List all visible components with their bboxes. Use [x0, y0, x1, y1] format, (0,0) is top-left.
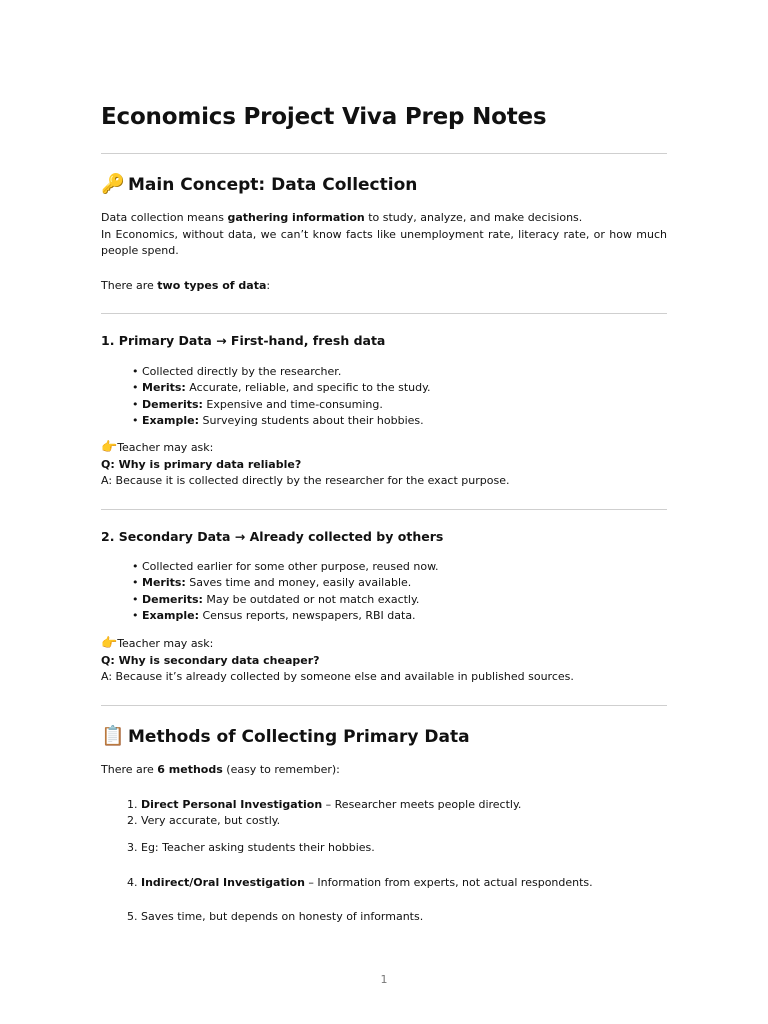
list-item-label: Demerits: [142, 397, 203, 411]
list-item [132, 592, 439, 608]
secondary-data-list [132, 559, 439, 624]
divider [101, 509, 667, 510]
question-text: Q: Why is secondary data cheaper? [101, 653, 320, 667]
list-item [132, 559, 439, 575]
list-item-label: Merits: [142, 381, 186, 395]
teacher-ask-label: Teacher may ask: [117, 637, 214, 650]
list-item-text: May be outdated or not match exactly. [202, 592, 420, 606]
primary-data-heading: 1. Primary Data → First-hand, fresh data [101, 333, 386, 348]
types-intro-bold: two types of data [157, 279, 267, 292]
types-intro-text: : [266, 279, 271, 292]
item-text: – Information from experts, not actual respondents. [304, 876, 593, 889]
methods-intro-text: (easy to remember): [222, 763, 340, 776]
teacher-ask-label: Teacher may ask: [117, 441, 214, 454]
divider [101, 705, 667, 706]
list-item [132, 364, 431, 380]
list-item [132, 380, 431, 396]
key-icon: 🔑 [101, 173, 125, 195]
divider [101, 153, 667, 154]
list-item [132, 413, 431, 429]
concept-text: Data collection means [101, 211, 228, 224]
list-item-text: Collected directly by the researcher. [142, 365, 342, 378]
pointing-hand-icon: 👉 [101, 440, 118, 455]
method-item-5: 5. Saves time, but depends on honesty of informants. [127, 910, 424, 923]
list-item-label: Example: [142, 608, 199, 622]
list-item-text: Saves time and money, easily available. [185, 576, 412, 590]
concept-bold-text: gathering information [227, 211, 365, 224]
list-item [132, 575, 439, 591]
question-text: Q: Why is primary data reliable? [101, 457, 302, 471]
list-item-label: Example: [142, 413, 199, 427]
concept-paragraph [101, 210, 667, 260]
method-item-2: 2. Very accurate, but costly. [127, 814, 281, 827]
method-item-4 [127, 875, 593, 891]
pointing-hand-icon: 👉 [101, 636, 118, 651]
list-item-text: Accurate, reliable, and specific to the study. [185, 381, 431, 395]
list-item-text: Collected earlier for some other purpose, reused now. [142, 560, 439, 573]
answer-text: A: Because it’s already collected by someone else and available in published sources. [101, 670, 574, 683]
concept-text: In Economics, without data, we can’t know facts like unemployment rate, literacy rate, or how much people spend. [101, 227, 667, 257]
divider [101, 313, 667, 314]
list-item-label: Demerits: [142, 592, 203, 606]
main-concept-title: Main Concept: Data Collection [128, 175, 418, 195]
method-item-1 [127, 797, 521, 813]
answer-text: A: Because it is collected directly by the researcher for the exact purpose. [101, 474, 510, 487]
item-text: – Researcher meets people directly. [322, 798, 522, 811]
concept-text: to study, analyze, and make decisions. [364, 211, 583, 224]
methods-heading [101, 724, 470, 747]
item-number: 4. [127, 876, 141, 889]
primary-data-list [132, 364, 431, 429]
methods-intro-text: There are [101, 763, 158, 776]
item-bold: Indirect/Oral Investigation [141, 876, 305, 889]
list-item [132, 397, 431, 413]
primary-teacher-question [101, 440, 667, 490]
item-number: 1. [127, 798, 141, 811]
list-item [132, 608, 439, 624]
secondary-data-heading: 2. Secondary Data → Already collected by others [101, 529, 444, 544]
methods-title: Methods of Collecting Primary Data [128, 727, 470, 747]
methods-intro-bold: 6 methods [157, 763, 223, 776]
page-number: 1 [380, 973, 388, 986]
main-concept-heading [101, 172, 417, 195]
types-intro [101, 278, 667, 295]
types-intro-text: There are [101, 279, 158, 292]
list-item-text: Census reports, newspapers, RBI data. [199, 608, 416, 622]
list-item-text: Expensive and time-consuming. [202, 397, 383, 411]
secondary-teacher-question [101, 636, 667, 686]
clipboard-icon: 📋 [101, 725, 125, 747]
item-bold: Direct Personal Investigation [141, 798, 323, 811]
method-item-3: 3. Eg: Teacher asking students their hobbies. [127, 841, 375, 854]
list-item-label: Merits: [142, 576, 186, 590]
page-title: Economics Project Viva Prep Notes [101, 104, 547, 130]
list-item-text: Surveying students about their hobbies. [199, 413, 424, 427]
methods-intro [101, 762, 667, 779]
